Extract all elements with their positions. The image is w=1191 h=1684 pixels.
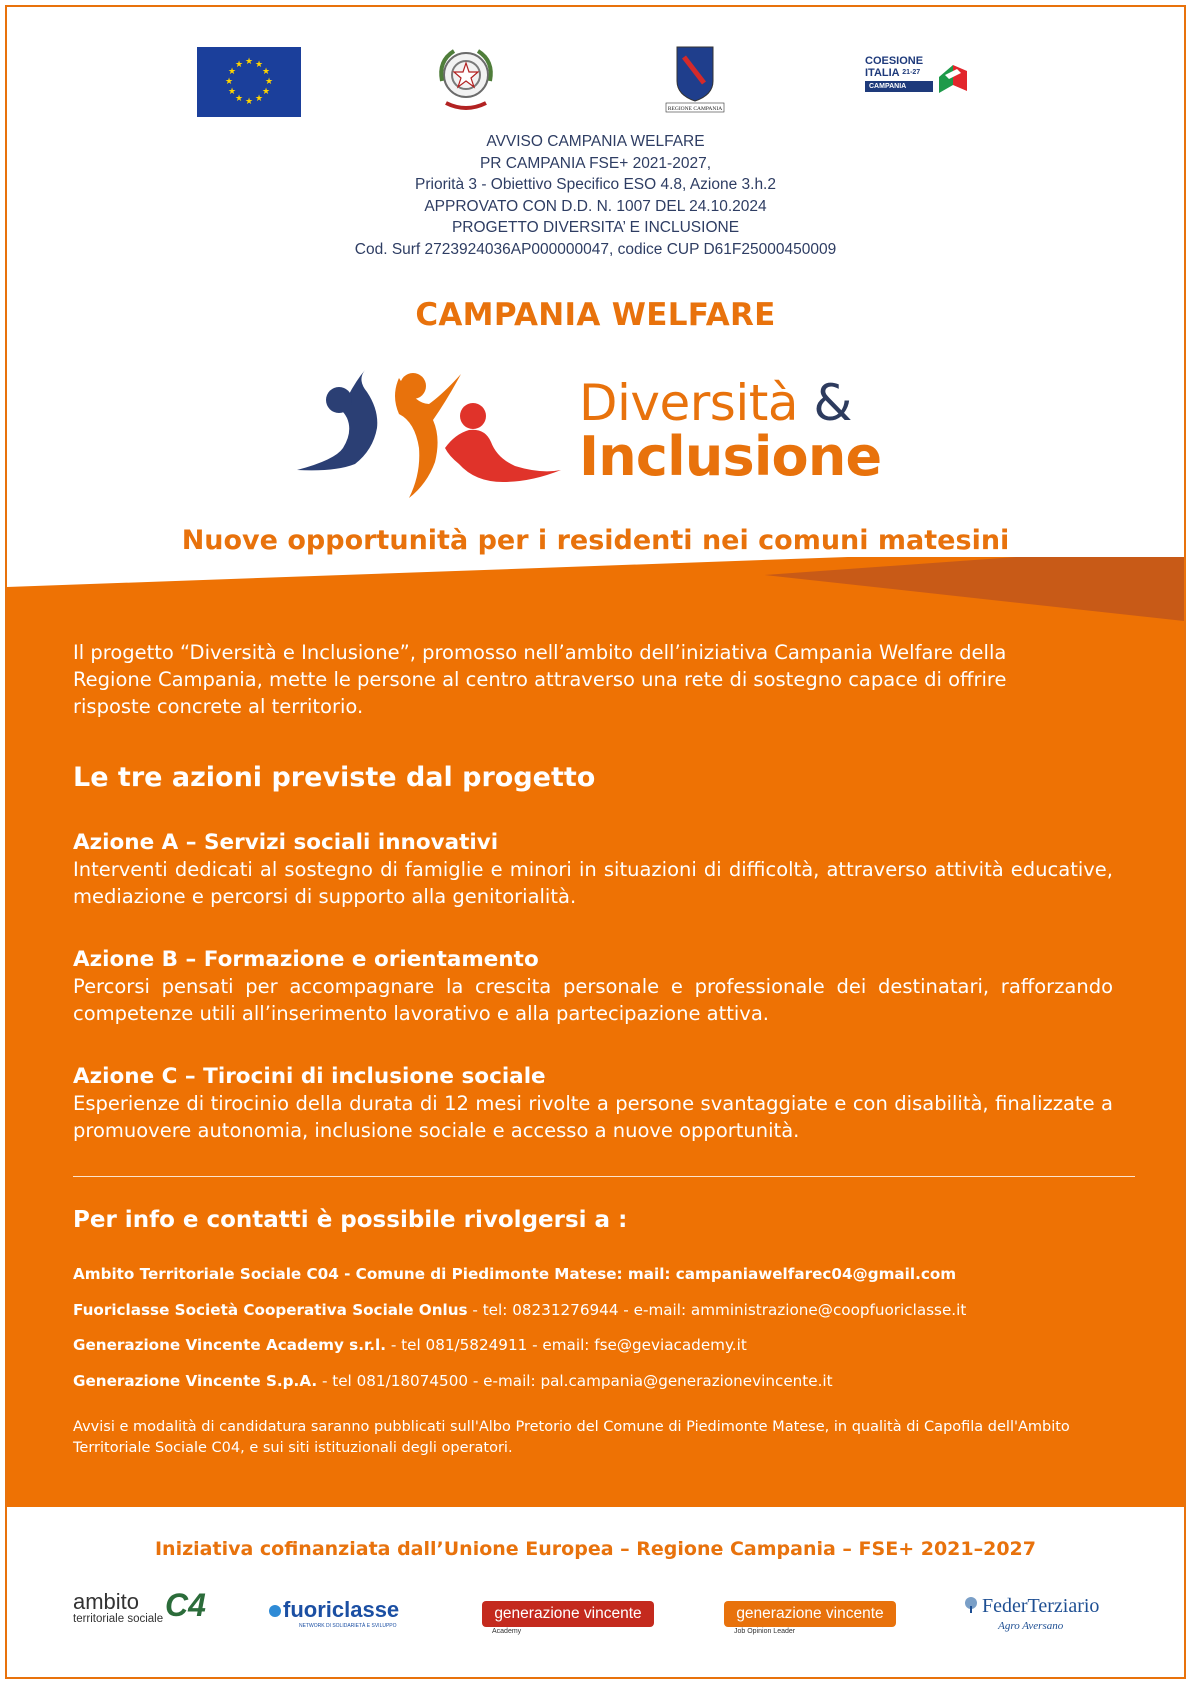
eu-flag-stars-icon: [197, 47, 301, 117]
regione-campania-logo: [662, 43, 728, 113]
eu-flag-logo: [197, 47, 301, 117]
action-text: Esperienze di tirocinio della durata di 12 mesi rivolte a persone svantaggiate e con disabilità, finalizzate a promuovere autonomia, inclusione sociale e accesso a nuove opportunità.: [73, 1092, 1113, 1142]
contact-item: [73, 1293, 1133, 1329]
gv-academy-logo: [482, 1601, 654, 1635]
action-title: Azione A – Servizi sociali innovativi: [73, 830, 499, 855]
action-text: Percorsi pensati per accompagnare la crescita personale e professionale dei destinatari, rafforzando competenze utili all’inserimento lavorativo e alla partecipazione attiva.: [73, 975, 1113, 1025]
actions-heading: Le tre azioni previste dal progetto: [73, 762, 596, 793]
italian-republic-emblem: [432, 41, 500, 117]
coesione-years: 21-27: [902, 69, 921, 76]
gv-academy-name: generazione vincente: [482, 1601, 654, 1627]
emblem-icon: [432, 41, 500, 117]
contact-name: Generazione Vincente Academy s.r.l.: [73, 1336, 387, 1354]
contact-name: Generazione Vincente S.p.A.: [73, 1371, 318, 1390]
svg-text:★: ★: [244, 57, 254, 67]
contacts-list: [73, 1257, 1133, 1399]
gv-spa-subtitle: Job Opinion Leader: [734, 1628, 796, 1635]
svg-text:★: ★: [264, 77, 274, 87]
contact-item: [73, 1257, 1133, 1293]
notice-paragraph: Avvisi e modalità di candidatura saranno pubblicati sull'Albo Pretorio del Comune di Piedimonte Matese, in qualità di Capofila dell'Ambito Territoriale Sociale C04, e sui siti istituzionali degli operatori.: [73, 1419, 1070, 1456]
gv-spa-logo: [724, 1601, 896, 1635]
svg-text:★: ★: [261, 87, 271, 97]
svg-text:★: ★: [227, 67, 237, 77]
coesione-region: CAMPANIA: [865, 81, 933, 92]
avviso-line: PR CAMPANIA FSE+ 2021-2027,: [479, 154, 712, 172]
svg-text:★: ★: [254, 60, 264, 70]
svg-text:★: ★: [254, 94, 264, 104]
avviso-line: PROGETTO DIVERSITA’ E INCLUSIONE: [451, 219, 740, 236]
info-heading: Per info e contatti è possibile rivolgersi a :: [73, 1207, 628, 1233]
contact-details: - tel 081/18074500 - e-mail: pal.campania@generazionevincente.it: [317, 1371, 833, 1390]
gv-academy-subtitle: Academy: [492, 1628, 522, 1635]
contact-details: - tel 081/5824911 - email: fse@geviacademy.it: [386, 1336, 747, 1354]
svg-text:★: ★: [227, 87, 237, 97]
gv-spa-name: generazione vincente: [724, 1601, 896, 1627]
ambito-c4-mark: C4: [165, 1587, 206, 1623]
action-text: Interventi dedicati al sostegno di famiglie e minori in situazioni di difficoltà, attraverso attività educative, mediazione e percorsi di supporto alla genitorialità.: [73, 858, 1113, 908]
federterziario-name: FederTerziario: [982, 1595, 1100, 1617]
fuoriclasse-subtitle: NETWORK DI SOLIDARIETÀ E SVILUPPO: [299, 1623, 397, 1629]
tree-icon: [962, 1596, 980, 1614]
svg-text:★: ★: [234, 94, 244, 104]
partner-logos: [7, 1587, 1184, 1647]
regione-campania-shield-icon: [662, 43, 728, 113]
action-a: [73, 829, 1133, 910]
svg-text:★: ★: [244, 97, 254, 107]
coesione-italia-logo: [865, 55, 975, 101]
ambito-subtitle: territoriale sociale: [73, 1613, 164, 1625]
brand-ampersand: &: [813, 374, 852, 432]
svg-text:★: ★: [234, 60, 244, 70]
page-subtitle: Nuove opportunità per i residenti nei comuni matesini: [181, 525, 1010, 556]
brand-inclusione: Inclusione: [579, 425, 882, 488]
intro-paragraph: Il progetto “Diversità e Inclusione”, promosso nell’ambito dell’iniziativa Campania Welfare della Regione Campania, mette le persone al centro attraverso una rete di sostegno capace di offrire risposte concrete al territorio.: [73, 641, 1007, 718]
ambito-c4-logo: [73, 1587, 206, 1625]
action-title: Azione B – Formazione e orientamento: [73, 947, 539, 972]
federterziario-subtitle: Agro Aversano: [998, 1620, 1064, 1632]
action-c: [73, 1063, 1133, 1144]
action-b: [73, 946, 1133, 1027]
flyer-page: [5, 5, 1186, 1679]
action-title: Azione C – Tirocini di inclusione sociale: [73, 1064, 546, 1089]
cofinanced-line: Iniziativa cofinanziata dall’Unione Europea – Regione Campania – FSE+ 2021–2027: [154, 1538, 1036, 1560]
regione-label: REGIONE CAMPANIA: [667, 106, 723, 112]
avviso-line: AVVISO CAMPANIA WELFARE: [486, 133, 705, 150]
coesione-line1: COESIONE: [865, 55, 924, 67]
ambito-word: ambito: [73, 1589, 140, 1614]
contact-item: [73, 1328, 1133, 1364]
contact-name: Fuoriclasse Società Cooperativa Sociale Onlus: [73, 1300, 468, 1319]
institutional-logos: [7, 41, 1184, 121]
project-brand: [579, 374, 882, 488]
contact-details: - tel: 08231276944 - e-mail: amministrazione@coopfuoriclasse.it: [467, 1300, 967, 1319]
svg-text:★: ★: [224, 77, 234, 87]
contact-item: [73, 1364, 1133, 1400]
section-divider: [73, 1176, 1135, 1177]
main-content: [73, 639, 1133, 1459]
avviso-line: Cod. Surf 2723924036AP000000047, codice CUP D61F25000450009: [354, 240, 837, 258]
coesione-line2: ITALIA: [865, 67, 900, 79]
avviso-line: APPROVATO CON D.D. N. 1007 DEL 24.10.2024: [424, 197, 767, 215]
coesione-cube-icon: [931, 55, 975, 99]
page-title: CAMPANIA WELFARE: [415, 297, 776, 333]
contact-name: Ambito Territoriale Sociale C04 - Comune di Piedimonte Matese: mail: campaniawelfarec04@gmail.com: [73, 1265, 957, 1283]
svg-text:★: ★: [261, 67, 271, 77]
federterziario-logo: [962, 1595, 1099, 1632]
people-figures-icon: [295, 352, 575, 502]
fuoriclasse-name: fuoriclasse: [283, 1597, 400, 1622]
call-details: [7, 131, 1184, 260]
fuoriclasse-logo: [269, 1597, 399, 1629]
avviso-line: Priorità 3 - Obiettivo Specifico ESO 4.8, Azione 3.h.2: [415, 176, 776, 193]
fuoriclasse-dot-icon: [269, 1605, 281, 1617]
brand-diversita: Diversità: [579, 374, 798, 432]
